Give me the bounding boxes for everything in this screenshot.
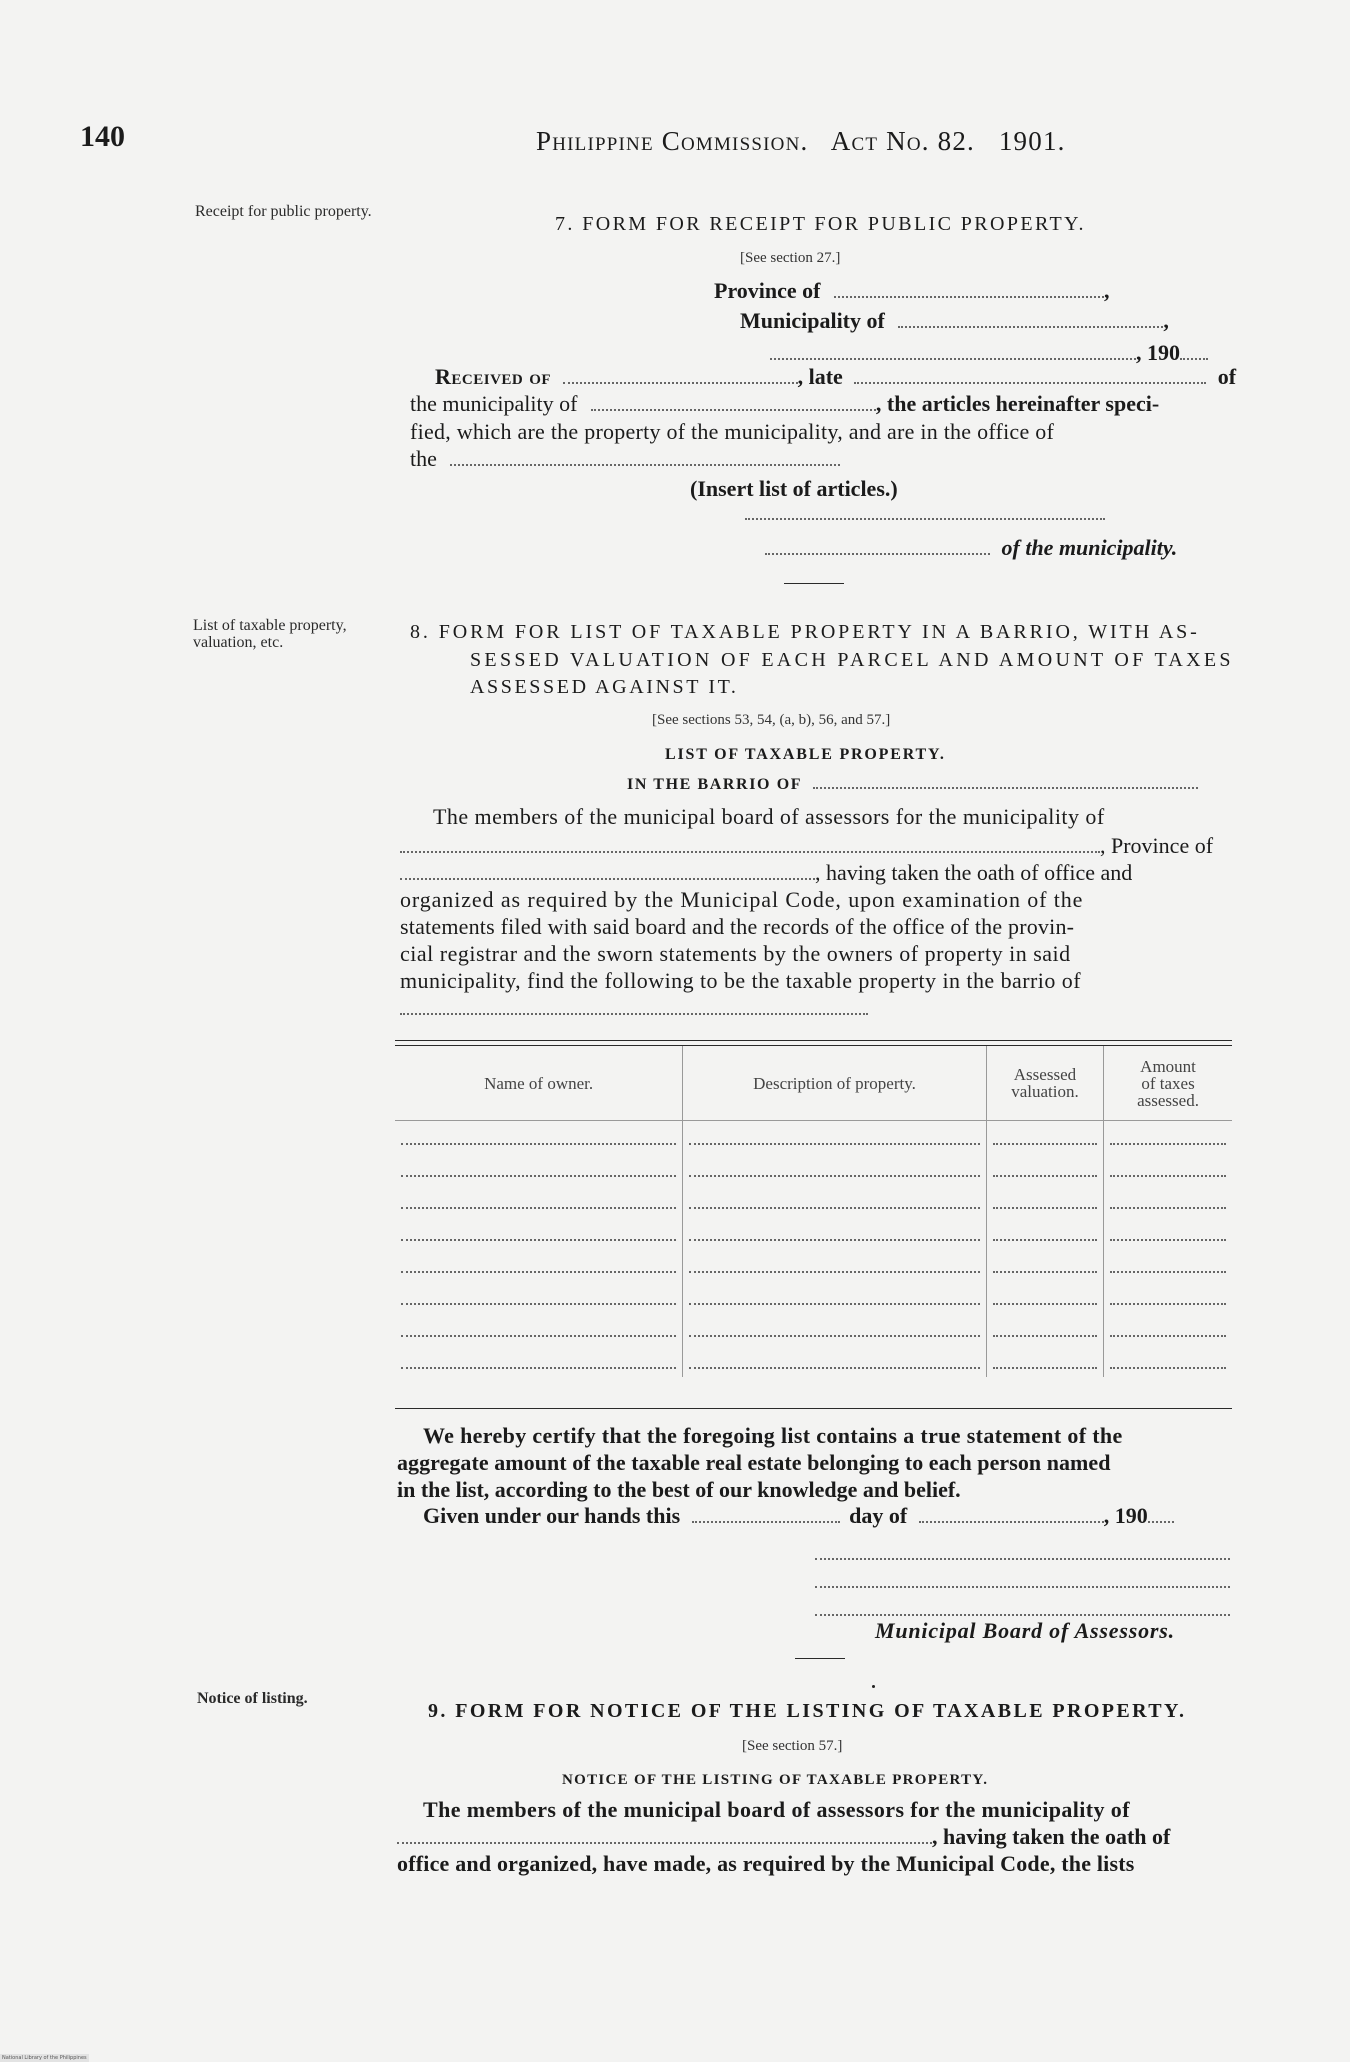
form8-heading-line3: ASSESSED AGAINST IT. [470,676,739,698]
signature-blank [745,518,1105,520]
table-cell [986,1217,1103,1249]
cell-blank [1110,1207,1226,1209]
board-signature-line2 [815,1575,1230,1593]
form7-municipality-line: Municipality of , [740,308,1169,333]
table-cell [395,1217,683,1249]
form8-para-line2 [400,833,1213,859]
cell-blank [401,1271,676,1273]
form9-para-line3: office and organized, have made, as required by the Municipal Code, the lists [397,1851,1135,1876]
form8-heading-line2: SESSED VALUATION OF EACH PARCEL AND AMOUNT OF TAXES [470,649,1234,671]
table-body [395,1121,1232,1378]
table-cell [395,1121,683,1154]
table-row [395,1345,1232,1377]
given-month-blank [919,1521,1104,1523]
table-top-rule [395,1040,1232,1041]
table-cell [683,1121,987,1154]
form8-para-line1: The members of the municipal board of assessors for the municipality of [433,804,1105,829]
cell-blank [993,1239,1097,1241]
barrio-blank [813,787,1198,789]
cell-blank [401,1175,676,1177]
table-row [395,1281,1232,1313]
form8-subheading: LIST OF TAXABLE PROPERTY. [665,746,946,763]
table-cell [986,1313,1103,1345]
form8-barrio-line [627,776,1198,794]
barrio-label: IN THE BARRIO OF [627,776,802,793]
cell-blank [401,1303,676,1305]
received-blank [563,382,798,384]
table-cell [395,1249,683,1281]
table-row [395,1313,1232,1345]
form8-certify-line3: in the list, according to the best of our knowledge and belief. [397,1477,961,1502]
margin-note-list: List of taxable property, valuation, etc. [193,617,347,651]
form8-para-line8 [400,1002,868,1020]
of-label: of [1217,364,1237,389]
signature-title-blank [765,553,990,555]
table-cell [986,1121,1103,1154]
table-cell [683,1249,987,1281]
form7-province-line: Province of , [714,278,1110,303]
table-cell [986,1345,1103,1377]
form7-line3: fied, which are the property of the municipality, and are in the office of [410,419,1055,444]
form7-signature-title-line [765,535,1177,561]
signature-title: of the municipality. [1001,535,1178,560]
board-sign-3 [815,1614,1230,1616]
board-sign-1 [815,1558,1230,1560]
table-row [395,1249,1232,1281]
col-amount-of-taxes-label: Amount of taxes assessed. [1137,1056,1199,1110]
line2-a: the municipality of [410,391,578,416]
municipality-list-blank [400,851,1100,853]
cell-blank [689,1143,980,1145]
cell-blank [689,1335,980,1337]
table-cell [683,1217,987,1249]
table-cell [1104,1345,1232,1377]
board-signature-title: Municipal Board of Assessors. [875,1618,1175,1643]
day-of-label: day of [849,1503,908,1528]
table-cell [1104,1185,1232,1217]
cell-blank [993,1303,1097,1305]
col-description: Description of property. [683,1046,987,1121]
form7-date-line [770,340,1208,366]
form8-para-line7: municipality, find the following to be the taxable property in the barrio of [400,968,1081,993]
para-line3-text: , having taken the oath of office and [815,860,1133,885]
form7-heading: 7. FORM FOR RECEIPT FOR PUBLIC PROPERTY. [555,213,1086,235]
table-cell [395,1153,683,1185]
cell-blank [993,1271,1097,1273]
form9-subheading: NOTICE OF THE LISTING OF TAXABLE PROPERTY. [562,1772,989,1788]
cell-blank [1110,1271,1226,1273]
table-cell [395,1185,683,1217]
municipality-blank [898,326,1163,328]
table-cell [986,1153,1103,1185]
cell-blank [401,1367,676,1369]
cell-blank [401,1239,676,1241]
form8-certify-line2: aggregate amount of the taxable real estate belonging to each person named [397,1450,1111,1475]
cell-blank [401,1335,676,1337]
given-under-label: Given under our hands this [423,1503,681,1528]
table-header-row [395,1046,1232,1121]
para-line2-text: , Province of [1100,833,1214,858]
form8-para-line3 [400,860,1132,886]
margin-note-receipt: Receipt for public property. [195,203,372,220]
form8-section-ref: [See sections 53, 54, (a, b), 56, and 57.] [652,712,891,728]
form8-para-line4: organized as required by the Municipal Code, upon examination of the [400,887,1084,912]
cell-blank [689,1367,980,1369]
table-row [395,1185,1232,1217]
table-cell [683,1185,987,1217]
late-blank [854,382,1206,384]
cell-blank [1110,1367,1226,1369]
line2-b: , the articles hereinafter speci- [875,391,1160,416]
table-row [395,1217,1232,1249]
given-day-blank [692,1521,840,1523]
table-cell [683,1153,987,1185]
office-blank [450,464,840,466]
table-cell [986,1185,1103,1217]
given-year: , 190 [1103,1503,1148,1528]
form8-para-line5: statements filed with said board and the records of the office of the provin- [400,914,1075,939]
running-head: Philippine Commission. Act No. 82. 1901. [536,126,1066,156]
form8-para-line6: cial registrar and the sworn statements by the owners of property in said [400,941,1071,966]
form9-heading: 9. FORM FOR NOTICE OF THE LISTING OF TAXABLE PROPERTY. [428,1700,1187,1722]
ink-dot [872,1685,875,1688]
form9-municipality-blank [397,1842,932,1844]
table-cell [395,1345,683,1377]
province-list-blank [400,878,815,880]
form8-heading-line1: 8. FORM FOR LIST OF TAXABLE PROPERTY IN A BARRIO, WITH AS- [410,621,1200,643]
table-cell [683,1345,987,1377]
form7-received-line [435,364,1236,390]
board-sign-2 [815,1586,1230,1588]
table-cell [1104,1217,1232,1249]
date-blank [770,358,1136,360]
separator-rule [784,583,844,584]
received-label: Received of [435,364,552,389]
table-cell [395,1281,683,1313]
cell-blank [1110,1303,1226,1305]
date-year: , 190 [1136,340,1180,365]
table-cell [1104,1153,1232,1185]
table-cell [1104,1281,1232,1313]
form9-para-line2 [397,1824,1170,1850]
given-year-blank [1148,1521,1174,1523]
form9-para-line2-text: , having taken the oath of [932,1824,1171,1849]
form7-line4 [410,446,840,472]
form7-section-ref: [See section 27.] [740,250,841,266]
cell-blank [401,1207,676,1209]
cell-blank [1110,1143,1226,1145]
table-row [395,1153,1232,1185]
cell-blank [689,1239,980,1241]
cell-blank [1110,1239,1226,1241]
line4-the: the [410,446,437,471]
cell-blank [993,1207,1097,1209]
form7-signature-line [745,507,1105,525]
form7-line2 [410,391,1159,417]
footer-credit: National Library of the Philippines [2,2055,87,2061]
board-signature-line1 [815,1547,1230,1565]
table-cell [683,1313,987,1345]
cell-blank [401,1143,676,1145]
cell-blank [993,1175,1097,1177]
page-number: 140 [80,120,125,153]
cell-blank [993,1335,1097,1337]
table-cell [683,1281,987,1313]
cell-blank [993,1143,1097,1145]
province-label: Province of [714,278,821,303]
separator-rule-2 [795,1658,845,1659]
form8-given-line [423,1503,1174,1529]
cell-blank [689,1207,980,1209]
table-cell [1104,1313,1232,1345]
taxable-property-table [395,1046,1232,1377]
year-blank [1180,358,1208,360]
form9-para-line1: The members of the municipal board of assessors for the municipality of [423,1797,1130,1822]
table-bottom-rule [395,1408,1232,1409]
cell-blank [1110,1175,1226,1177]
col-amount-of-taxes [1104,1046,1232,1121]
form7-insert-note: (Insert list of articles.) [690,476,898,501]
cell-blank [1110,1335,1226,1337]
cell-blank [689,1303,980,1305]
barrio2-blank [400,1013,868,1015]
late-label: , late [797,364,843,389]
province-blank [834,296,1104,298]
col-assessed-valuation [986,1046,1103,1121]
table-cell [1104,1249,1232,1281]
table-cell [986,1281,1103,1313]
cell-blank [689,1175,980,1177]
municipality-label: Municipality of [740,308,885,333]
margin-note-notice: Notice of listing. [197,1690,308,1707]
cell-blank [993,1367,1097,1369]
col-assessed-valuation-label: Assessed valuation. [1011,1065,1079,1101]
cell-blank [689,1271,980,1273]
form9-section-ref: [See section 57.] [742,1738,843,1754]
table-cell [395,1313,683,1345]
form8-certify-line1: We hereby certify that the foregoing list contains a true statement of the [423,1423,1123,1448]
col-name-of-owner: Name of owner. [395,1046,683,1121]
table-row [395,1121,1232,1154]
table-cell [1104,1121,1232,1154]
table-cell [986,1249,1103,1281]
municipality2-blank [591,409,876,411]
